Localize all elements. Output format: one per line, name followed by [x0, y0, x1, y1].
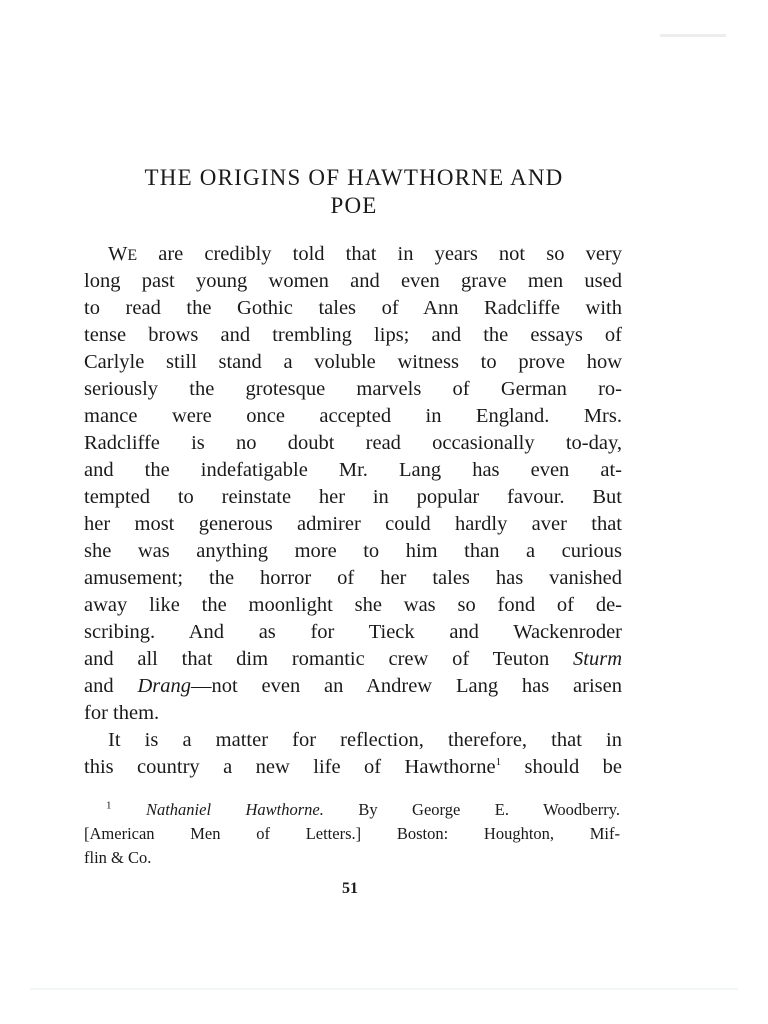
- footnote: [84, 798, 620, 870]
- body-line: Radcliffe is no doubt read occasionally to-day,: [84, 432, 622, 454]
- body-line: and the indefatigable Mr. Lang has even at-: [84, 459, 622, 481]
- body-line: she was anything more to him than a curious: [84, 540, 622, 562]
- body-line: tempted to reinstate her in popular favour. But: [84, 486, 622, 508]
- body-line-text: this country a new life of Hawthorne: [84, 756, 496, 778]
- footnote-line: [84, 798, 620, 822]
- scan-artifact: [660, 34, 726, 37]
- footnote-line: flin & Co.: [84, 848, 152, 867]
- footnote-book-title: Nathaniel Hawthorne.: [145, 800, 324, 819]
- body-line: It is a matter for reflection, therefore, that in: [108, 729, 622, 751]
- drop-word-lead: W: [108, 243, 128, 265]
- body-line: tense brows and trembling lips; and the essays of: [84, 324, 622, 346]
- body-line: away like the moonlight she was so fond of de-: [84, 594, 622, 616]
- body-line: [84, 673, 622, 700]
- body-line-text: and all that dim romantic crew of Teuton: [84, 648, 574, 670]
- body-line-text: —not even an Andrew Lang has arisen: [190, 675, 622, 697]
- body-line: [84, 646, 622, 673]
- body-text: [84, 241, 622, 781]
- chapter-title: [84, 164, 624, 220]
- body-line: [84, 754, 622, 781]
- drop-word-rest: E: [127, 247, 138, 264]
- footnote-text: By George E. Woodberry.: [323, 800, 621, 819]
- body-line: long past young women and even grave men used: [84, 270, 622, 292]
- body-line: amusement; the horror of her tales has vanished: [84, 567, 622, 589]
- body-line: Carlyle still stand a voluble witness to prove how: [84, 351, 622, 373]
- body-line: mance were once accepted in England. Mrs.: [84, 405, 622, 427]
- body-line-text: and: [84, 675, 138, 697]
- footnote-line: [American Men of Letters.] Boston: Houghton, Mif-: [84, 824, 620, 843]
- chapter-title-line-1: THE ORIGINS OF HAWTHORNE AND: [144, 165, 564, 190]
- body-line: her most generous admirer could hardly aver that: [84, 513, 622, 535]
- italic-term-drang: Drang: [137, 675, 191, 697]
- footnote-reference: 1: [495, 756, 502, 769]
- chapter-title-line-2: POE: [330, 193, 378, 218]
- body-line: for them.: [84, 702, 160, 724]
- body-line-text: are credibly told that in years not so very: [137, 243, 622, 265]
- scan-edge: [30, 988, 738, 990]
- italic-term-sturm: Sturm: [573, 648, 622, 670]
- body-line: scribing. And as for Tieck and Wackenroder: [84, 621, 622, 643]
- footnote-mark: 1: [106, 799, 112, 812]
- body-line: [84, 241, 622, 268]
- body-line-text: should be: [501, 756, 622, 778]
- body-line: to read the Gothic tales of Ann Radcliffe with: [84, 297, 622, 319]
- page-number: 51: [342, 880, 358, 897]
- body-line: seriously the grotesque marvels of German ro-: [84, 378, 622, 400]
